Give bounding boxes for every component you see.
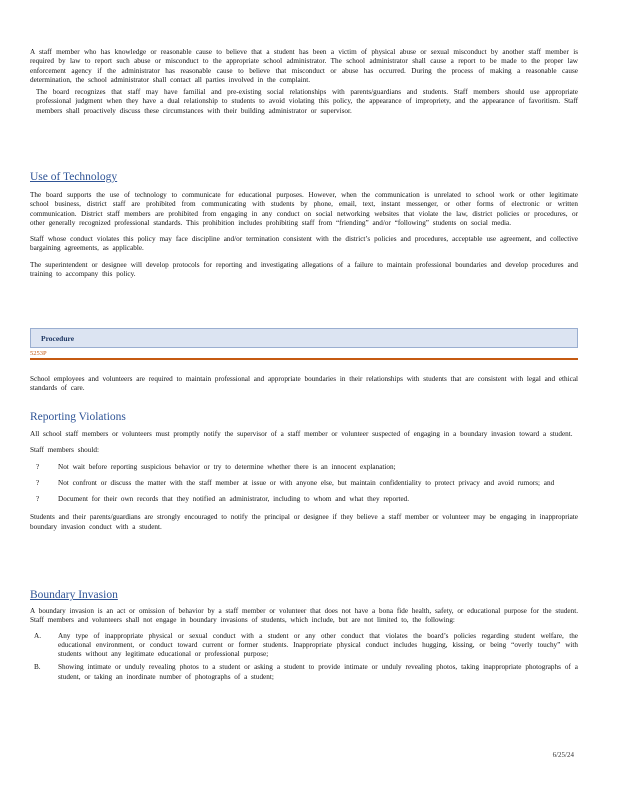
bullet-icon: ? [36, 462, 40, 471]
reporting-section [30, 411, 578, 532]
reporting-paragraph-students: Students and their parents/guardians are strongly encouraged to notify the principal or designee if they believe a staff member or volunteer may be engaging in inappropriate boundary invasion conduct with a student. [30, 513, 578, 531]
list-item [30, 495, 578, 504]
bullet-text: Not wait before reporting suspicious behavior or try to determine whether there is an innocent explanation; [58, 462, 396, 471]
footer-date: 6/25/24 [552, 751, 574, 759]
heading-reporting-violations: Reporting Violations [30, 411, 126, 423]
heading-use-of-technology: Use of Technology [30, 171, 118, 183]
list-marker: B. [34, 663, 41, 672]
boundary-list [30, 632, 578, 682]
procedure-header-box [30, 328, 578, 348]
technology-paragraph-protocols: The superintendent or designee will develop protocols for reporting and investigating allegations of a failure to maintain professional boundaries and develop procedures and training to accompany this policy. [30, 260, 578, 279]
list-item [30, 663, 578, 682]
intro-paragraph-relationships: The board recognizes that staff may have familial and pre-existing social relationships with parents/guardians and students. Staff members should use appropriate professional judgment when they have a dual relationship to students to avoid violating this policy, the appearance of impropriety, and the appearance of favoritism. Staff members shall proactively discuss these circumstances with their building administrator or supervisor. [36, 88, 578, 115]
intro-paragraph-reporting-duty: A staff member who has knowledge or reasonable cause to believe that a student has been a victim of physical abuse or sexual misconduct by another staff member is required by law to report such abuse or misconduct to the appropriate school administrator. The school administrator shall cause a report to be made to the proper law enforcement agency if the administrator has reasonable cause to believe that misconduct or abuse has occurred. During the process of making a reasonable cause determination, the school administrator shall contact all parties involved in the complaint. [30, 48, 578, 84]
boundary-section [30, 589, 578, 682]
list-item [30, 632, 578, 660]
section-divider [30, 358, 578, 360]
list-item [30, 479, 578, 488]
intro-section [30, 48, 578, 116]
list-item [30, 463, 578, 472]
reporting-bullet-list [30, 463, 578, 505]
bullet-icon: ? [36, 478, 40, 487]
technology-paragraph-prohibition: The board supports the use of technology to communicate for educational purposes. However, when the communication is unrelated to school work or other legitimate school business, district staff are prohibited from communicating with students by phone, email, text, instant messenger, or other forms of electronic or written communication. District staff members are prohibited from engaging in any conduct on social networking websites that violate the law, district policies or procedures, or other generally recognized professional standards. This prohibition includes prohibiting staff from “friending” and/or “following” students on social media. [30, 191, 578, 227]
reporting-paragraph-notify: All school staff members or volunteers must promptly notify the supervisor of a staff member or volunteer suspected of engaging in a boundary invasion toward a student. [30, 430, 573, 438]
bullet-text: Not confront or discuss the matter with the staff member at issue or with anyone else, but maintain confidentiality to protect privacy and avoid rumors; and [58, 478, 555, 487]
procedure-paragraph-boundaries: School employees and volunteers are required to maintain professional and appropriate boundaries in their relationships with students that are consistent with legal and ethical standards of care. [30, 375, 578, 393]
procedure-label: Procedure [41, 334, 75, 343]
procedure-section [30, 375, 578, 394]
heading-boundary-invasion: Boundary Invasion [30, 589, 118, 601]
list-item-text: Any type of inappropriate physical or sexual conduct with a student or any other conduct that violates the board’s policies regarding student welfare, the educational environment, or conduct toward current or former students. Inappropriate physical conduct includes hugging, kissing, or being “overly touchy” with students without any legitimate educational or professional purpose; [58, 631, 578, 659]
list-marker: A. [34, 631, 41, 640]
boundary-paragraph-definition: A boundary invasion is an act or omission of behavior by a staff member or volunteer that does not have a bona fide health, safety, or educational purpose for the student. Staff members and volunteers shall not engage in boundary invasions of students, which include, but are not limited to, the following: [30, 607, 578, 625]
bullet-icon: ? [36, 495, 40, 504]
technology-section [30, 171, 578, 279]
procedure-number: 5253P [30, 350, 47, 357]
list-item-text: Showing intimate or unduly revealing photos to a student or asking a student to provide intimate or unduly revealing photos, taking inappropriate photographs of a student, or taking an inordinate number of photographs of a student; [58, 663, 578, 681]
reporting-lead-text: Staff members should: [30, 446, 99, 455]
bullet-text: Document for their own records that they notified an administrator, including to whom and what they reported. [58, 495, 410, 504]
technology-paragraph-discipline: Staff whose conduct violates this policy may face discipline and/or termination consistent with the district’s policies and procedures, acceptable use agreement, and collective bargaining agreements, as applicable. [30, 235, 578, 253]
